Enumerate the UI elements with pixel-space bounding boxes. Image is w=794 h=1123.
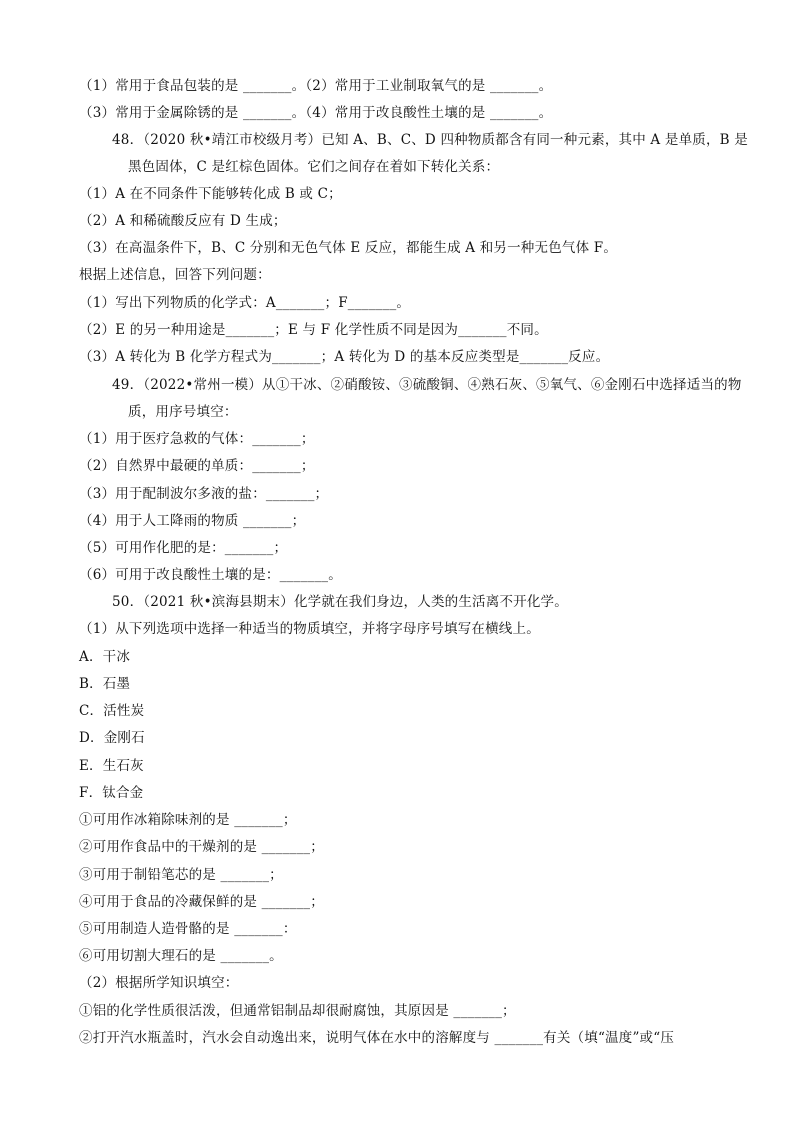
q50-part-2-item-2: ②打开汽水瓶盖时，汽水会自动逸出来，说明气体在水中的溶解度与 _______有关（填“温度”或“压 — [79, 1030, 675, 1046]
q50-item-4: ④可用于食品的冷藏保鲜的是 _______； — [79, 894, 324, 910]
q50-item-2: ②可用作食品中的干燥剂的是 _______； — [79, 839, 324, 855]
q49-sub-4: （4）用于人工降雨的物质 _______； — [79, 513, 306, 529]
q48-sub-2: （2）E 的另一种用途是_______；E 与 F 化学性质不同是因为_______不同。 — [79, 322, 548, 338]
q49-stem: 49．（2022•常州一模）从①干冰、②硝酸铵、③硫酸铜、④熟石灰、⑤氧气、⑥金刚石中选择适当的物 — [112, 377, 742, 393]
q50-item-3: ③可用于制铅笔芯的是 _______； — [79, 867, 283, 883]
option-d: D．金刚石 — [79, 730, 145, 746]
q50-item-1: ①可用作冰箱除味剂的是 _______； — [79, 812, 297, 828]
option-e: E．生石灰 — [79, 758, 144, 774]
q48-sub-1: （1）写出下列物质的化学式：A_______；F_______。 — [79, 295, 411, 311]
q50-stem: 50．（2021 秋•滨海县期末）化学就在我们身边，人类的生活离不开化学。 — [112, 594, 568, 610]
q49-stem-cont: 质，用序号填空： — [128, 404, 238, 420]
q48-stem-cont: 黑色固体，C 是红棕色固体。它们之间存在着如下转化关系： — [128, 159, 500, 175]
q50-part-1: （1）从下列选项中选择一种适当的物质填空，并将字母序号填写在横线上。 — [79, 621, 540, 637]
q48-stem: 48．（2020 秋•靖江市校级月考）已知 A、B、C、D 四种物质都含有同一种元素，其中 A 是单质，B 是 — [112, 132, 748, 148]
q50-item-6: ⑥可用切割大理石的是 _______。 — [79, 948, 283, 964]
q48-cond-1: （1）A 在不同条件下能够转化成 B 或 C； — [79, 186, 342, 202]
option-a: A．干冰 — [79, 649, 131, 665]
q49-sub-2: （2）自然界中最硬的单质：_______； — [79, 458, 315, 474]
q47-line-2: （3）常用于金属除锈的是 _______。（4）常用于改良酸性土壤的是 _______。 — [79, 105, 553, 121]
q48-sub-3: （3）A 转化为 B 化学方程式为_______；A 转化为 D 的基本反应类型是_______反应。 — [79, 349, 610, 365]
option-f: F．钛合金 — [79, 785, 144, 801]
option-c: C．活性炭 — [79, 703, 145, 719]
q50-part-2: （2）根据所学知识填空： — [79, 975, 239, 991]
option-b: B．石墨 — [79, 676, 131, 692]
q48-prompt: 根据上述信息，回答下列问题： — [79, 267, 271, 283]
q49-sub-3: （3）用于配制波尔多液的盐：_______； — [79, 486, 329, 502]
q50-part-2-item-1: ①铝的化学性质很活泼，但通常铝制品却很耐腐蚀，其原因是 _______； — [79, 1003, 516, 1019]
q49-sub-1: （1）用于医疗急救的气体：_______； — [79, 431, 315, 447]
q49-sub-6: （6）可用于改良酸性土壤的是：_______。 — [79, 567, 342, 583]
q49-sub-5: （5）可用作化肥的是：_______； — [79, 540, 288, 556]
q48-cond-3: （3）在高温条件下，B、C 分别和无色气体 E 反应，都能生成 A 和另一种无色气体 F。 — [79, 240, 618, 256]
q50-item-5: ⑤可用制造人造骨骼的是 _______： — [79, 921, 297, 937]
q48-cond-2: （2）A 和稀硫酸反应有 D 生成； — [79, 213, 287, 229]
q47-line-1: （1）常用于食品包装的是 _______。（2）常用于工业制取氧气的是 _______。 — [79, 78, 553, 94]
